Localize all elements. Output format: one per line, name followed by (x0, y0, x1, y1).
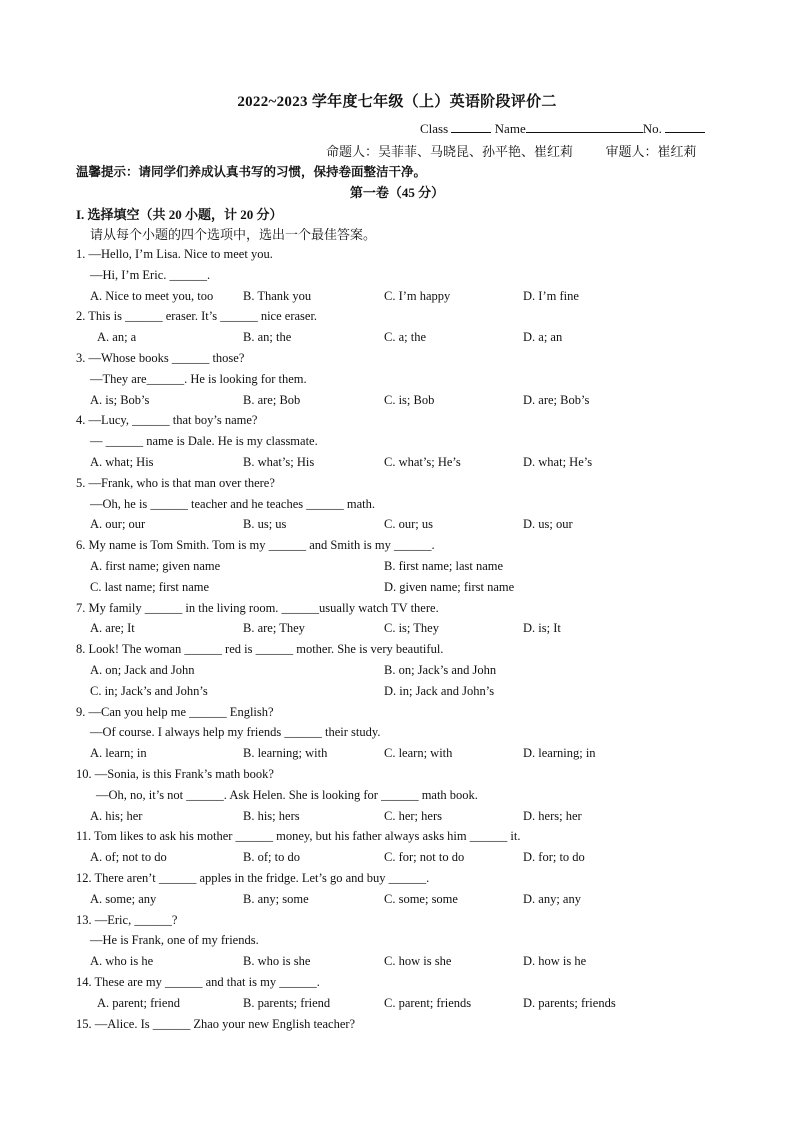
class-label: Class (420, 121, 449, 136)
answer-option-a[interactable]: A. of; not to do (90, 850, 167, 865)
student-info-line (420, 120, 705, 137)
answer-option-c[interactable]: C. some; some (384, 891, 458, 906)
answer-option-b[interactable]: B. learning; with (243, 746, 328, 761)
answer-option-c[interactable]: C. I’m happy (384, 288, 451, 303)
question-dialogue-line: —Of course. I always help my friends ______ their study. (90, 725, 381, 740)
question-stem: 12. There aren’t ______ apples in the fridge. Let’s go and buy ______. (76, 871, 430, 885)
answer-option-b[interactable]: B. an; the (243, 330, 292, 345)
answer-option-d[interactable]: D. how is he (523, 954, 587, 969)
answer-option-d[interactable]: D. a; an (523, 330, 563, 345)
question-dialogue-line: —Hi, I’m Eric. ______. (90, 267, 211, 282)
answer-option-c[interactable]: C. in; Jack’s and John’s (90, 683, 208, 698)
no-label: No. (642, 121, 662, 136)
answer-option-c[interactable]: C. her; hers (384, 808, 442, 823)
answer-option-c[interactable]: C. a; the (384, 330, 427, 345)
section-title: I. 选择填空（共 20 小题，计 20 分） (76, 207, 283, 222)
question-stem: 5. —Frank, who is that man over there? (76, 475, 275, 490)
question-dialogue-line: —He is Frank, one of my friends. (90, 933, 259, 948)
answer-option-b[interactable]: B. his; hers (243, 808, 300, 823)
answer-option-a[interactable]: A. first name; given name (90, 559, 221, 573)
question-stem: 10. —Sonia, is this Frank’s math book? (76, 767, 274, 781)
answer-option-d[interactable]: D. parents; friends (523, 995, 616, 1010)
answer-option-c[interactable]: C. learn; with (384, 746, 453, 761)
answer-option-d[interactable]: D. any; any (523, 891, 581, 906)
answer-option-b[interactable]: B. who is she (243, 954, 311, 969)
page-title: 2022~2023 学年度七年级（上）英语阶段评价二 (237, 94, 557, 110)
answer-option-b[interactable]: B. are; They (243, 621, 305, 636)
question-stem: 6. My name is Tom Smith. Tom is my ______ and Smith is my ______. (76, 538, 435, 553)
question-stem: 4. —Lucy, ______ that boy’s name? (76, 413, 258, 428)
question-stem: 8. Look! The woman ______ red is ______ mother. She is very beautiful. (76, 642, 444, 657)
answer-option-a[interactable]: A. who is he (90, 954, 154, 969)
authors: 命题人：吴菲菲、马晓昆、孙平艳、崔红莉 (326, 144, 574, 159)
answer-option-c[interactable]: C. how is she (384, 954, 452, 969)
question-stem: 15. —Alice. Is ______ Zhao your new English teacher? (76, 1016, 356, 1031)
answer-option-b[interactable]: B. on; Jack’s and John (384, 663, 497, 677)
answer-option-d[interactable]: D. us; our (523, 517, 573, 532)
answer-option-d[interactable]: D. hers; her (523, 808, 582, 823)
question-stem: 1. —Hello, I’m Lisa. Nice to meet you. (76, 247, 273, 261)
answer-option-a[interactable]: A. Nice to meet you, too (90, 288, 214, 303)
part-heading: 第一卷（45 分） (349, 185, 445, 200)
answer-option-d[interactable]: D. is; It (523, 621, 561, 636)
question-stem: 14. These are my ______ and that is my ______. (76, 975, 320, 989)
answer-option-a[interactable]: A. an; a (97, 330, 137, 345)
question-stem: 3. —Whose books ______ those? (76, 351, 245, 365)
answer-option-c[interactable]: C. parent; friends (384, 995, 472, 1010)
answer-option-a[interactable]: A. parent; friend (97, 995, 180, 1010)
reviewer: 审题人：崔红莉 (605, 144, 697, 159)
answer-option-a[interactable]: A. our; our (90, 517, 146, 532)
answer-option-b[interactable]: B. parents; friend (243, 995, 331, 1010)
answer-option-c[interactable]: C. what’s; He’s (384, 455, 461, 469)
class-blank[interactable] (451, 120, 491, 133)
question-stem: 7. My family ______ in the living room. ______usually watch TV there. (76, 600, 439, 615)
question-stem: 2. This is ______ eraser. It’s ______ nice eraser. (76, 309, 318, 324)
authors-line (326, 141, 697, 160)
answer-option-a[interactable]: A. his; her (90, 808, 143, 823)
answer-option-b[interactable]: B. what’s; His (243, 455, 315, 469)
answer-option-b[interactable]: B. us; us (243, 517, 287, 532)
answer-option-a[interactable]: A. is; Bob’s (90, 392, 150, 407)
number-blank[interactable] (665, 120, 705, 133)
answer-option-c[interactable]: C. our; us (384, 517, 433, 532)
answer-option-c[interactable]: C. for; not to do (384, 850, 465, 865)
answer-option-d[interactable]: D. for; to do (523, 850, 585, 865)
answer-option-d[interactable]: D. given name; first name (384, 579, 515, 594)
question-stem: 9. —Can you help me ______ English? (76, 704, 274, 719)
answer-option-b[interactable]: B. of; to do (243, 850, 300, 865)
answer-option-a[interactable]: A. learn; in (90, 746, 147, 761)
question-dialogue-line: —Oh, he is ______ teacher and he teaches ______ math. (90, 496, 375, 511)
answer-option-c[interactable]: C. is; Bob (384, 392, 435, 407)
answer-option-b[interactable]: B. first name; last name (384, 559, 504, 573)
answer-option-d[interactable]: D. learning; in (523, 746, 596, 761)
answer-option-d[interactable]: D. in; Jack and John’s (384, 683, 495, 698)
question-dialogue-line: — ______ name is Dale. He is my classmate. (90, 434, 318, 449)
answer-option-b[interactable]: B. Thank you (243, 288, 312, 303)
warm-tip: 温馨提示：请同学们养成认真书写的习惯，保持卷面整洁干净。 (76, 165, 427, 179)
question-dialogue-line: —Oh, no, it’s not ______. Ask Helen. She is looking for ______ math book. (96, 787, 478, 802)
answer-option-b[interactable]: B. any; some (243, 891, 309, 906)
answer-option-a[interactable]: A. what; His (90, 455, 154, 469)
name-label: Name (494, 121, 526, 136)
answer-option-d[interactable]: D. I’m fine (523, 288, 579, 303)
answer-option-a[interactable]: A. some; any (90, 891, 157, 906)
answer-option-c[interactable]: C. is; They (384, 621, 439, 636)
question-dialogue-line: —They are______. He is looking for them. (90, 371, 307, 386)
name-blank[interactable] (526, 120, 643, 133)
answer-option-d[interactable]: D. what; He’s (523, 455, 593, 469)
answer-option-d[interactable]: D. are; Bob’s (523, 392, 590, 407)
answer-option-a[interactable]: A. on; Jack and John (90, 663, 195, 677)
question-stem: 13. —Eric, ______? (76, 912, 178, 927)
question-stem: 11. Tom likes to ask his mother ______ money, but his father always asks him ______ it. (76, 829, 521, 844)
section-instruction: 请从每个小题的四个选项中，选出一个最佳答案。 (90, 227, 377, 242)
answer-option-c[interactable]: C. last name; first name (90, 579, 210, 594)
answer-option-b[interactable]: B. are; Bob (243, 392, 301, 407)
answer-option-a[interactable]: A. are; It (90, 621, 135, 636)
